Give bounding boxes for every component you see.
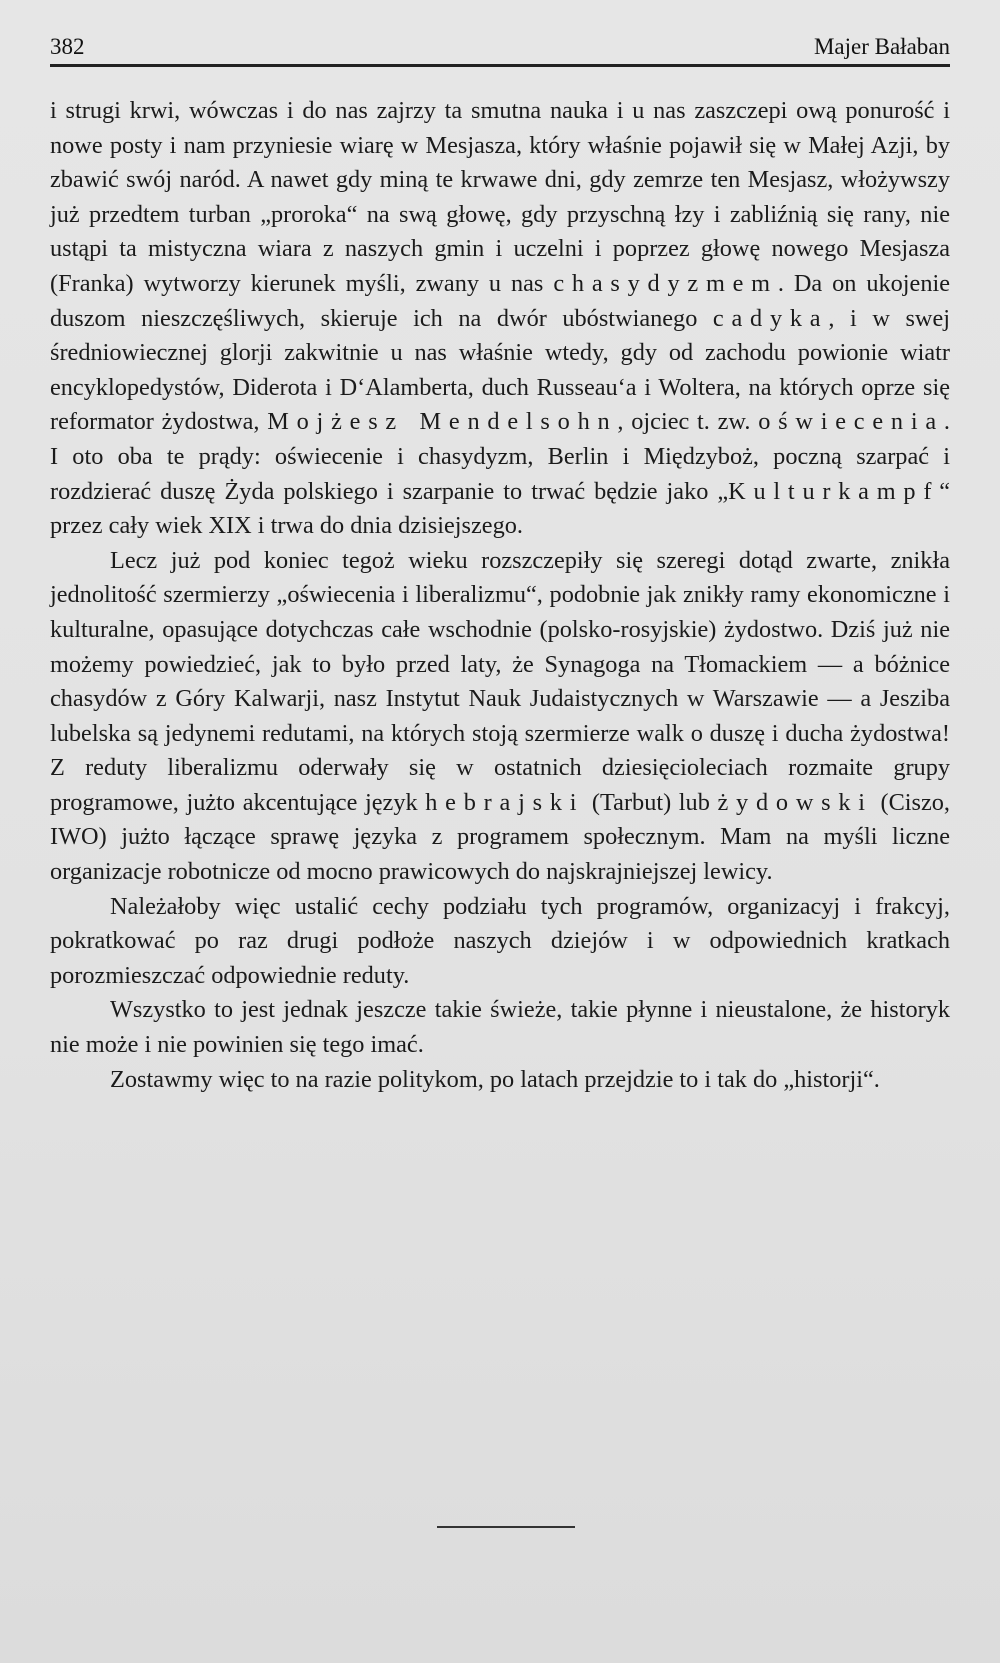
spaced-term: żydowski bbox=[717, 788, 873, 816]
end-rule bbox=[437, 1526, 575, 1528]
paragraph-2 bbox=[50, 544, 950, 890]
text-run: “ przez cały wiek XIX i trwa do dnia dzisiejszego. bbox=[50, 477, 950, 540]
running-head bbox=[50, 34, 950, 60]
spaced-term: hebrajski bbox=[425, 788, 585, 816]
text-run: (Tarbut) lub bbox=[584, 788, 718, 816]
paragraph-1 bbox=[50, 94, 950, 544]
text-run: , i w swej średniowiecznej glorji zakwitnie u nas właśnie wtedy, gdy od zachodu powionie wiatr encyklopedystów, Diderota i D‘Alamberta, duch Russeau‘a i Woltera, na których oprze się reformator żydostwa, bbox=[50, 304, 950, 436]
header-rule bbox=[50, 64, 950, 67]
paragraph-3: Należałoby więc ustalić cechy podziału tych programów, organizacyj i frakcyj, pokratkować po raz drugi podłoże naszych dziejów i w odpowiednich kratkach porozmieszczać odpowiednie reduty. bbox=[50, 892, 950, 989]
paragraph-5: Zostawmy więc to na razie politykom, po latach przejdzie to i tak do „historji“. bbox=[110, 1065, 880, 1093]
spaced-term: oświecenia bbox=[758, 408, 944, 436]
text-run: . Da on ukojenie duszom nieszczęśliwych, skieruje ich na dwór ubóstwianego bbox=[50, 269, 950, 332]
spaced-term: Kulturkampf bbox=[728, 477, 940, 505]
running-title: Majer Bałaban bbox=[813, 34, 950, 59]
text-run: i strugi krwi, wówczas i do nas zajrzy ta smutna nauka i u nas zaszczepi ową ponurość i nowe posty i nam przyniesie wiarę w Mesjasza, który właśnie pojawił się w Małej Azji, by zbawić swój naród. A nawet gdy miną te krwawe dni, gdy zemrze ten Mesjasz, włożywszy już przedtem turban „proroka“ na swą głowę, gdy przyschną łzy i zabliźnią się rany, nie ustąpi ta mistyczna wiara z naszych gmin i uczelni i poprzez głowę nowego Mesjasza (Franka) wytworzy kierunek myśli, zwany u nas bbox=[50, 97, 950, 297]
spaced-term: Mojżesz Mendelsohn bbox=[267, 408, 618, 436]
text-run: , ojciec t. zw. bbox=[617, 408, 759, 436]
text-run: . I oto oba te prądy: oświecenie i chasydyzm, Berlin i Międzyboż, poczną szarpać i rozdzierać duszę Żyda polskiego i szarpanie to trwać będzie jako „ bbox=[50, 408, 950, 505]
spaced-term: chasydyzmem bbox=[553, 269, 778, 297]
body-text bbox=[50, 94, 950, 1097]
text-run: Lecz już pod koniec tegoż wieku rozszczepiły się szeregi dotąd zwarte, znikła jednolitość szermierzy „oświecenia i liberalizmu“, podobnie jak znikły ramy ekonomiczne i kulturalne, opasujące dotychczas całe wschodnie (polsko-rosyjskie) żydostwo. Dziś już nie możemy powiedzieć, jak to było przed laty, że Synagoga na Tłomackiem — a bóżnice chasydów z Góry Kalwarji, nasz Instytut Nauk Judaistycznych w Warszawie — a Jesziba lubelska są jedynemi redutami, na których stoją szermierze walk o duszę i ducha żydostwa! Z reduty liberalizmu oderwały się w ostatnich dziesięcioleciach rozmaite grupy programowe, jużto akcentujące język bbox=[50, 546, 950, 816]
page-number: 382 bbox=[50, 34, 85, 59]
spaced-term: cadyka bbox=[712, 304, 829, 332]
paragraph-4: Wszystko to jest jednak jeszcze takie świeże, takie płynne i nieustalone, że historyk nie może i nie powinien się tego imać. bbox=[50, 996, 950, 1059]
text-run: (Ciszo, IWO) jużto łączące sprawę języka z programem społecznym. Mam na myśli liczne organizacje robotnicze od mocno prawicowych do najskrajniejszej lewicy. bbox=[50, 788, 950, 886]
